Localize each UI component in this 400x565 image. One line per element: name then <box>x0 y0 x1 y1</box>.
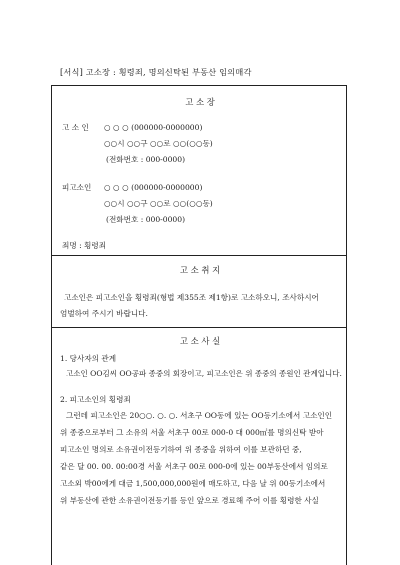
complainant-phone: (전화번호 : 000-0000) <box>106 155 186 164</box>
purpose-line: 엄벌하여 주시기 바랍니다. <box>60 309 148 318</box>
purpose-heading: 고 소 취 지 <box>179 265 221 275</box>
complaint-form <box>51 85 347 565</box>
purpose-line: 고소인은 피고소인을 횡령죄(형법 제355조 제1항)로 고소하오니, 조사하시어 <box>64 293 319 302</box>
section-line: 고소외 박00에게 대금 1,500,000,000원에 매도하고, 다음 날 위 00등기소에서 <box>60 479 326 488</box>
complainant-name: ○ ○ ○ (000000-0000000) <box>104 123 203 132</box>
divider <box>52 255 346 256</box>
accused-address: ○○시 ○○구 ○○로 ○○(○○동) <box>104 199 213 208</box>
accused-label: 피고소인 <box>62 183 92 192</box>
section-line: 피고소인 명의로 소유권이전등기하여 위 종중을 위하여 이를 보관하던 중, <box>60 445 302 454</box>
divider <box>52 327 346 328</box>
complainant-label: 고 소 인 <box>62 123 89 132</box>
section-heading: 1. 당사자의 관계 <box>60 354 117 363</box>
section-line: 위 종중으로부터 그 소유의 서울 서초구 00로 000-0 대 000㎡를 명의신탁 받아 <box>60 428 324 437</box>
charge-line: 죄명 : 횡령죄 <box>62 241 107 250</box>
section-heading: 2. 피고소인의 횡령죄 <box>60 395 131 404</box>
document-caption: [서식] 고소장 : 횡령죄, 명의신탁된 부동산 임의매각 <box>60 67 252 77</box>
section-line: 위 부동산에 관한 소유권이전등기를 등인 앞으로 경료해 주어 이를 횡령한 사실 <box>60 496 319 505</box>
accused-phone: (전화번호 : 000-0000) <box>106 215 186 224</box>
section-line: 같은 달 00. 00. 00:00경 서울 서초구 00로 000-0에 있는 00부동산에서 임의로 <box>60 462 328 471</box>
section-line: 그런데 피고소인은 20○○. ○. ○. 서초구 OO동에 있는 OO등기소에서 고소인인 <box>66 411 333 420</box>
accused-name: ○ ○ ○ (000000-0000000) <box>104 183 203 192</box>
document-title: 고 소 장 <box>185 97 215 107</box>
facts-heading: 고 소 사 실 <box>179 336 221 346</box>
complainant-address: ○○시 ○○구 ○○로 ○○(○○동) <box>104 139 213 148</box>
section-line: 고소인 OO김씨 OO공파 종중의 회장이고, 피고소인은 위 종중의 종원인 관계입니다. <box>66 369 342 378</box>
